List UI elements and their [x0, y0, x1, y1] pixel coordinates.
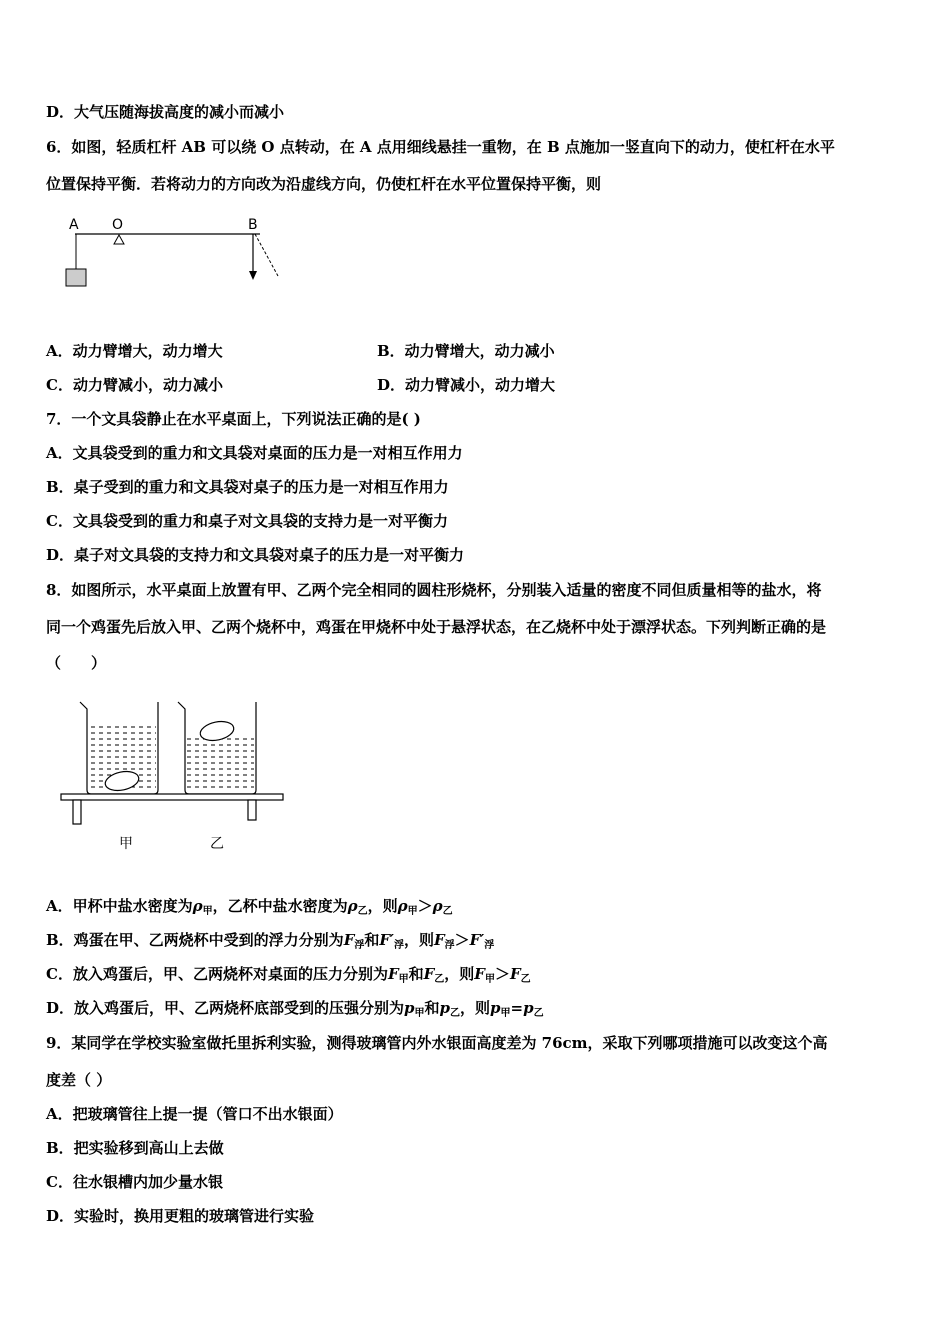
weight-block [66, 269, 86, 286]
q6-stem-line1: 6．如图，轻质杠杆 AB 可以绕 O 点转动，在 A 点用细线悬挂一重物，在 B 点施加一竖直向下的动力，使杠杆在水平 [46, 138, 835, 156]
q8-option-c: C．放入鸡蛋后，甲、乙两烧杯对桌面的压力分别为$F_甲$和$F_乙$，则$F_甲>F_乙$ [46, 965, 531, 985]
force-dashed [255, 234, 278, 276]
label-yi: 乙 [210, 836, 224, 852]
force-arrowhead [249, 271, 257, 280]
q7-option-b: B．桌子受到的重力和文具袋对桌子的压力是一对相互作用力 [46, 478, 449, 496]
q8-stem-line2: 同一个鸡蛋先后放入甲、乙两个烧杯中，鸡蛋在甲烧杯中处于悬浮状态，在乙烧杯中处于漂浮状态。下列判断正确的是 [46, 618, 827, 636]
q8-stem-line3: （ ） [46, 654, 107, 672]
q9-stem-line2: 度差（ ） [46, 1071, 112, 1089]
q5-option-d: D．大气压随海拔高度的减小而减小 [46, 103, 285, 121]
q8-stem-line1: 8．如图所示，水平桌面上放置有甲、乙两个完全相同的圆柱形烧杯，分别装入适量的密度不同但质量相等的盐水，将 [46, 581, 822, 599]
table-leg-left [73, 800, 81, 824]
q8-option-d: D．放入鸡蛋后，甲、乙两烧杯底部受到的压强分别为$p_甲$和$p_乙$，则$p_甲=p_乙$ [46, 999, 544, 1019]
label-jia: 甲 [119, 836, 133, 852]
right-liquid [187, 738, 254, 792]
q9-option-c: C．往水银槽内加少量水银 [46, 1173, 223, 1191]
q6-option-a: A．动力臂增大，动力增大 [46, 342, 223, 360]
label-a: A [69, 217, 79, 233]
q8-option-b: B．鸡蛋在甲、乙两烧杯中受到的浮力分别为$F_浮$和$F'_浮$，则$F_浮>F'_浮$ [46, 931, 495, 951]
q6-option-c: C．动力臂减小，动力减小 [46, 376, 223, 394]
beakers-diagram [58, 700, 290, 864]
q7-stem: 7．一个文具袋静止在水平桌面上，下列说法正确的是( ) [46, 410, 421, 428]
q9-option-b: B．把实验移到高山上去做 [46, 1139, 224, 1157]
pivot-triangle [114, 235, 124, 244]
q9-option-a: A．把玻璃管往上提一提（管口不出水银面） [46, 1105, 343, 1123]
q6-option-d: D．动力臂减小，动力增大 [377, 376, 556, 394]
q7-option-d: D．桌子对文具袋的支持力和文具袋对桌子的压力是一对平衡力 [46, 546, 465, 564]
q9-option-d: D．实验时，换用更粗的玻璃管进行实验 [46, 1207, 315, 1225]
q7-option-a: A．文具袋受到的重力和文具袋对桌面的压力是一对相互作用力 [46, 444, 463, 462]
lever-diagram [60, 210, 290, 299]
table-leg-right [248, 800, 256, 820]
q6-option-b: B．动力臂增大，动力减小 [377, 342, 555, 360]
q8-option-a: A．甲杯中盐水密度为$\rho_甲$，乙杯中盐水密度为$\rho_乙$，则$\rho_甲>\rho_乙$ [46, 897, 453, 917]
q9-stem-line1: 9．某同学在学校实验室做托里拆利实验，测得玻璃管内外水银面高度差为 76cm，采取下列哪项措施可以改变这个高 [46, 1034, 828, 1052]
label-b: B [248, 217, 258, 233]
label-o: O [112, 217, 124, 233]
q7-option-c: C．文具袋受到的重力和桌子对文具袋的支持力是一对平衡力 [46, 512, 448, 530]
table-top [61, 794, 283, 800]
q6-stem-line2: 位置保持平衡．若将动力的方向改为沿虚线方向，仍使杠杆在水平位置保持平衡，则 [46, 175, 602, 193]
